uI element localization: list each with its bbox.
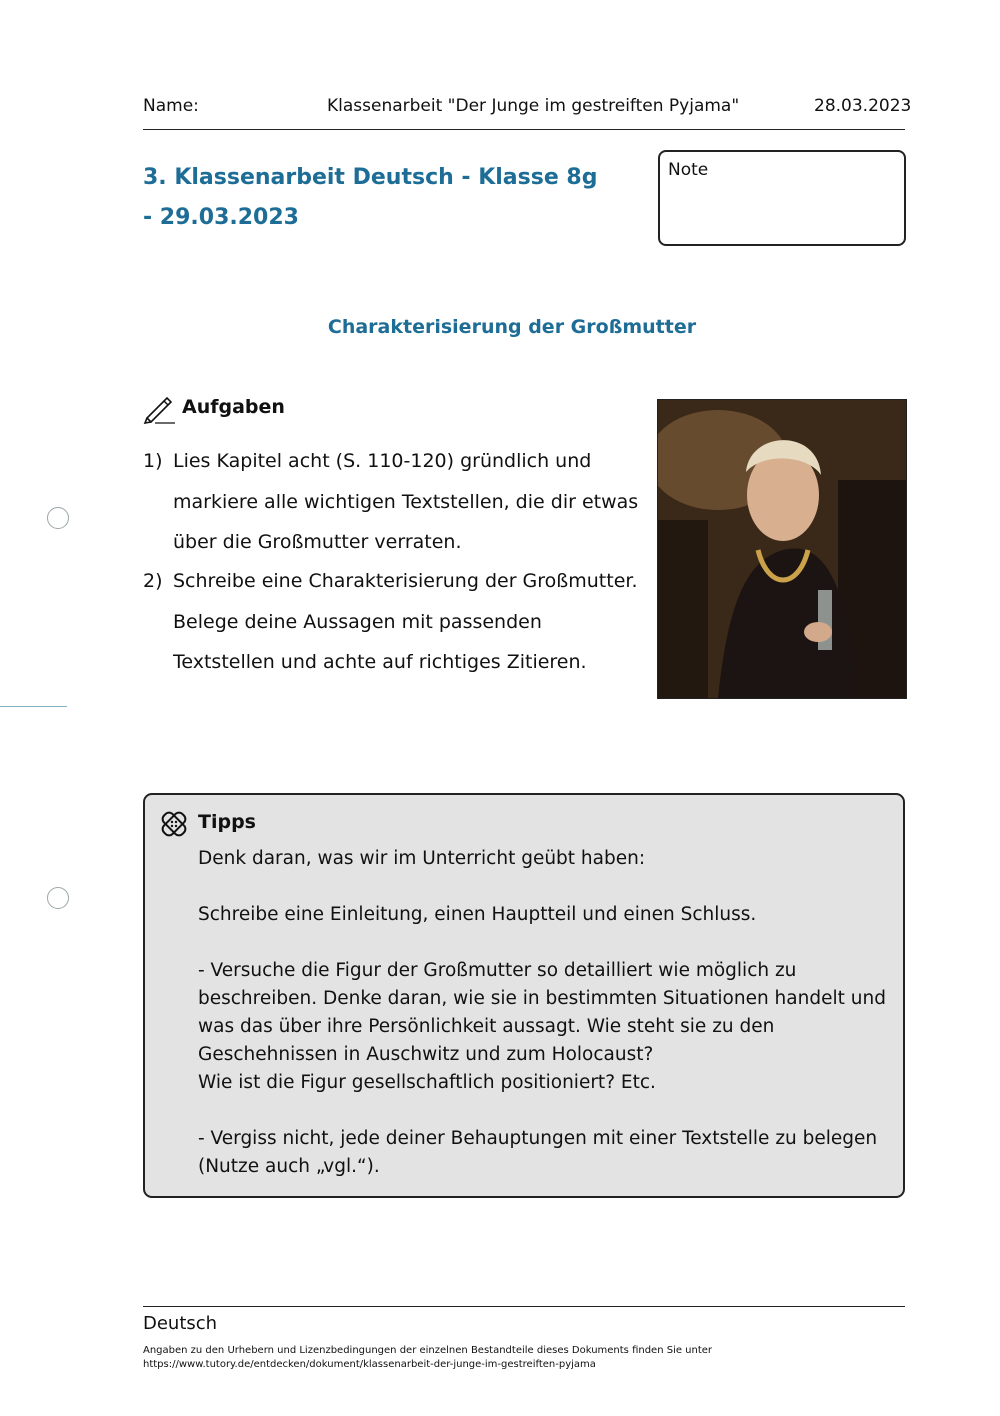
punch-hole-mark bbox=[47, 507, 69, 529]
task-item bbox=[143, 561, 643, 683]
task-text: Lies Kapitel acht (S. 110-120) gründlich und markiere alle wichtigen Textstellen, die dir etwas über die Großmutter verraten. bbox=[173, 450, 639, 553]
tips-heading: Tipps bbox=[198, 811, 256, 833]
pencil-icon bbox=[143, 396, 177, 424]
task-text: Schreibe eine Charakterisierung der Großmutter. Belege deine Aussagen mit passenden Textstellen und achte auf richtiges Zitieren. bbox=[173, 570, 638, 673]
tips-box bbox=[143, 793, 905, 1198]
bandage-icon bbox=[157, 807, 191, 841]
fold-mark bbox=[0, 706, 67, 707]
tasks-heading: Aufgaben bbox=[182, 396, 285, 418]
footer-subject: Deutsch bbox=[143, 1313, 218, 1334]
header-divider bbox=[143, 129, 905, 130]
tips-text: Denk daran, was wir im Unterricht geübt haben: Schreibe eine Einleitung, einen Hauptteil und einen Schluss. - Versuche die Figur der Großmutter so detailliert wie möglich zu beschreiben. Denke daran, wie sie in bestimmten Situationen handelt und was das über ihre Persönlichkeit aussagt. Wie steht sie zu den Geschehnissen in Auschwitz und zum Holocaust? Wie ist die Figur gesellschaftlich positioniert? Etc. - Vergiss nicht, jede deiner Behauptungen mit einer Textstelle zu belegen (Nutze auch „vgl.“). bbox=[198, 848, 886, 1177]
document-title: Klassenarbeit "Der Junge im gestreiften Pyjama" bbox=[327, 96, 740, 116]
task-number: 2) bbox=[143, 570, 163, 592]
task-number: 1) bbox=[143, 450, 163, 472]
section-subtitle: Charakterisierung der Großmutter bbox=[327, 316, 697, 338]
task-item bbox=[143, 441, 643, 563]
footer-license-note: Angaben zu den Urhebern und Lizenzbedingungen der einzelnen Bestandteile dieses Dokuments finden Sie unter https://www.tutory.de/entdecken/dokument/klassenarbeit-der-junge-im-gestreiften-pyjama bbox=[143, 1345, 713, 1370]
page-title: 3. Klassenarbeit Deutsch - Klasse 8g - 29.03.2023 bbox=[143, 165, 598, 230]
grandmother-photo bbox=[657, 399, 907, 699]
grade-box bbox=[658, 150, 906, 246]
grade-label: Note bbox=[668, 160, 709, 180]
header-date: 28.03.2023 bbox=[814, 96, 912, 116]
footer-divider bbox=[143, 1306, 905, 1307]
name-label: Name: bbox=[143, 96, 199, 116]
punch-hole-mark bbox=[47, 887, 69, 909]
